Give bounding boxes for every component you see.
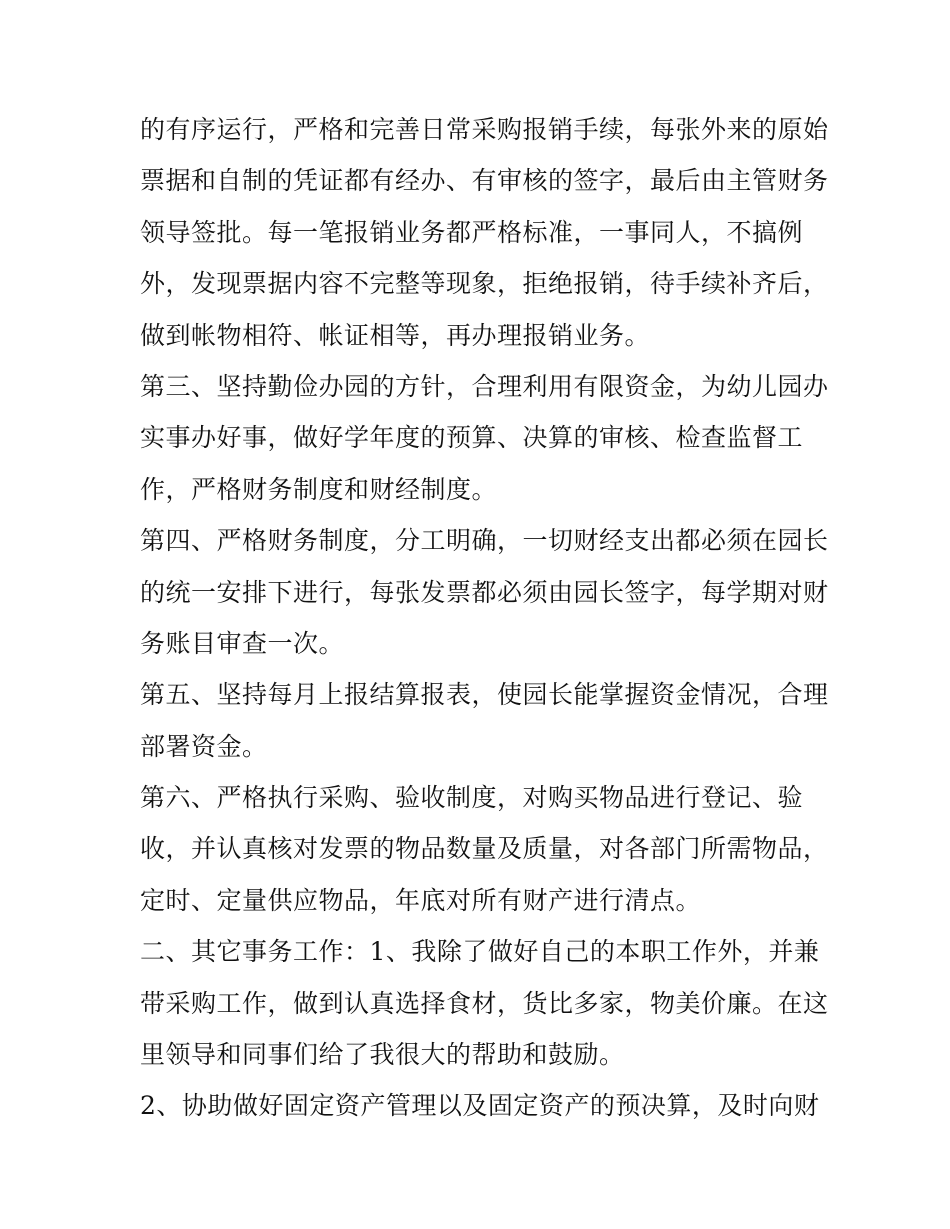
text-line: 票据和自制的凭证都有经办、有审核的签字，最后由主管财务: [140, 166, 829, 196]
text-line: 二、其它事务工作：1、我除了做好自己的本职工作外，并兼: [140, 937, 820, 967]
text-line: 里领导和同事们给了我很大的帮助和鼓励。: [140, 1040, 625, 1070]
text-line: 实事办好事，做好学年度的预算、决算的审核、检查监督工: [140, 423, 804, 453]
text-line: 务账目审查一次。: [140, 628, 345, 658]
text-line: 定时、定量供应物品，年底对所有财产进行清点。: [140, 885, 702, 915]
text-line: 的有序运行，严格和完善日常采购报销手续，每张外来的原始: [140, 115, 829, 144]
text-line: 第三、坚持勤俭办园的方针，合理利用有限资金，为幼儿园办: [140, 371, 829, 401]
text-line: 带采购工作，做到认真选择食材，货比多家，物美价廉。在这: [140, 988, 829, 1018]
text-line: 第五、坚持每月上报结算报表，使园长能掌握资金情况，合理: [140, 680, 829, 710]
text-line: 做到帐物相符、帐证相等，再办理报销业务。: [140, 320, 651, 350]
text-line: 第四、严格财务制度，分工明确，一切财经支出都必须在园长: [140, 526, 829, 556]
text-line: 部署资金。: [140, 731, 268, 761]
body-text: [140, 104, 829, 1132]
text-line: 的统一安排下进行，每张发票都必须由园长签字，每学期对财: [140, 577, 829, 607]
text-line: 作，严格财务制度和财经制度。: [140, 474, 498, 504]
text-line: 2、协助做好固定资产管理以及固定资产的预决算，及时向财: [140, 1091, 820, 1121]
text-line: 领导签批。每一笔报销业务都严格标准，一事同人，不搞例: [140, 217, 804, 247]
text-line: 收，并认真核对发票的物品数量及质量，对各部门所需物品，: [140, 834, 829, 864]
text-line: 外，发现票据内容不完整等现象，拒绝报销，待手续补齐后，: [140, 269, 829, 299]
text-line: 第六、严格执行采购、验收制度，对购买物品进行登记、验: [140, 783, 804, 813]
